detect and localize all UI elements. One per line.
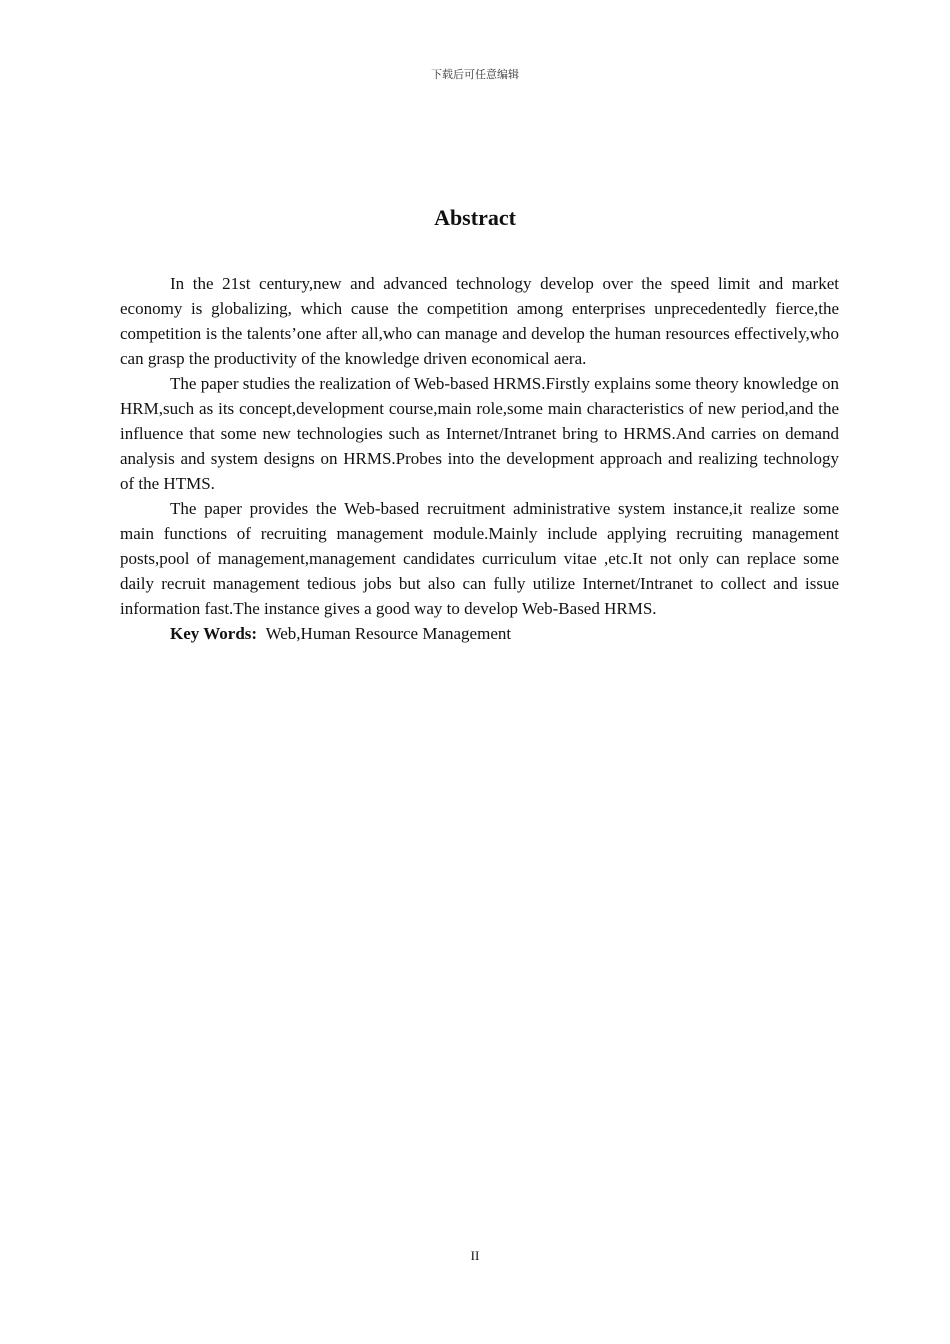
- keywords-line: [120, 621, 839, 646]
- page-title: Abstract: [434, 205, 516, 230]
- abstract-paragraph-3: The paper provides the Web-based recruitment administrative system instance,it realize some main functions of recruiting management module.Mainly include applying recruiting management posts,pool of management,management candidates curriculum vitae ,etc.It not only can replace some daily recruit management tedious jobs but also can fully utilize Internet/Intranet to collect and issue information fast.The instance gives a good way to develop Web-Based HRMS.: [120, 499, 839, 618]
- keywords-label: Key Words:: [170, 624, 258, 643]
- abstract-body: [120, 271, 839, 646]
- abstract-paragraph-1: In the 21st century,new and advanced technology develop over the speed limit and market economy is globalizing, which cause the competition among enterprises unprecedentedly fierce,the competition is the talents’one after all,who can manage and develop the human resources effectively,who can grasp the productivity of the knowledge driven economical aera.: [120, 274, 839, 368]
- page-number: II: [470, 1248, 480, 1263]
- header-note: 下载后可任意编辑: [431, 68, 519, 81]
- abstract-paragraph-2: The paper studies the realization of Web-based HRMS.Firstly explains some theory knowledge on HRM,such as its concept,development course,main role,some main characteristics of new period,and the influence that some new technologies such as Internet/Intranet bring to HRMS.And carries on demand analysis and system designs on HRMS.Probes into the development approach and realizing technology of the HTMS.: [120, 374, 839, 493]
- keywords-value: Web,Human Resource Management: [265, 624, 512, 643]
